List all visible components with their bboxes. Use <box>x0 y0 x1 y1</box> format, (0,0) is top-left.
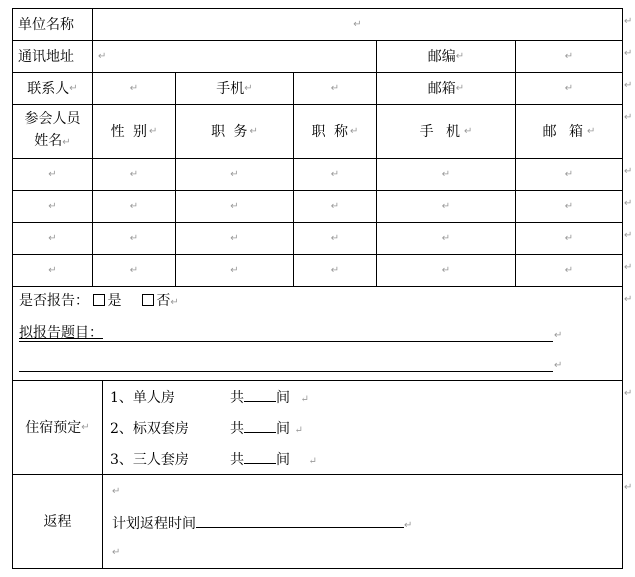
report-no-checkbox[interactable] <box>142 294 154 306</box>
mobile-header: 手 机 ↵ <box>419 124 473 140</box>
participant-cell[interactable] <box>516 254 622 286</box>
paragraph-mark: ↵ <box>129 232 139 244</box>
participant-cell[interactable] <box>294 222 376 254</box>
participant-cell[interactable] <box>294 158 376 190</box>
paragraph-mark: ↵ <box>129 264 139 276</box>
paragraph-mark: ↵ <box>330 264 340 276</box>
participant-cell[interactable] <box>13 222 92 254</box>
row-end-mark: ↵ <box>624 198 633 209</box>
report-yes-checkbox[interactable] <box>93 294 105 306</box>
participant-cell[interactable] <box>13 254 92 286</box>
mobile-field[interactable] <box>294 72 376 104</box>
paragraph-mark: ↵ <box>441 264 451 276</box>
paragraph-mark: ↵ <box>564 82 574 94</box>
gender-header: 性 别 ↵ <box>110 124 158 140</box>
participant-cell[interactable] <box>13 190 92 222</box>
paragraph-mark: ↵ <box>230 200 239 212</box>
paragraph-mark: ↵ <box>48 200 57 212</box>
report-no-label: 否 <box>156 293 171 309</box>
single-room-count[interactable] <box>244 387 276 402</box>
paragraph-mark: ↵ <box>564 168 574 180</box>
paragraph-mark: ↵ <box>564 200 574 212</box>
return-time-field[interactable] <box>196 513 404 528</box>
paragraph-mark: ↵ <box>441 168 451 180</box>
org-name-field[interactable] <box>93 8 622 40</box>
double-room-count[interactable] <box>244 418 276 433</box>
row-end-mark: ↵ <box>624 166 633 177</box>
paragraph-mark: ↵ <box>564 232 574 244</box>
paragraph-mark: ↵ <box>112 486 121 497</box>
participant-name-header: 参会人员 姓名↵ <box>24 111 81 149</box>
row-end-mark: ↵ <box>624 112 633 123</box>
participant-cell[interactable] <box>516 222 622 254</box>
address-field[interactable] <box>98 40 374 72</box>
lodging-option-triple: 3、三人套房 共 间 ↵ <box>110 449 317 469</box>
participant-cell[interactable] <box>294 254 376 286</box>
paragraph-mark: ↵ <box>230 168 239 180</box>
paragraph-mark: ↵ <box>230 264 239 276</box>
postcode-label: 邮编 ↵ <box>427 49 465 65</box>
participant-cell[interactable] <box>377 190 515 222</box>
paragraph-mark: ↵ <box>112 547 121 558</box>
participant-cell[interactable] <box>516 190 622 222</box>
email-field[interactable] <box>516 72 622 104</box>
paragraph-mark: ↵ <box>48 232 57 244</box>
participant-cell[interactable] <box>93 254 175 286</box>
report-topic-line-2[interactable] <box>19 371 553 372</box>
report-yes-label: 是 <box>107 293 122 309</box>
participant-cell[interactable] <box>294 190 376 222</box>
row-end-mark: ↵ <box>624 388 633 399</box>
position-header: 职 务 ↵ <box>211 124 258 140</box>
address-label: 通讯地址 <box>18 49 74 65</box>
paragraph-mark: ↵ <box>129 200 139 212</box>
row-end-mark: ↵ <box>624 482 633 493</box>
email-label: 邮箱 ↵ <box>427 81 465 97</box>
paragraph-mark: ↵ <box>98 50 107 62</box>
paragraph-mark: ↵ <box>330 82 340 94</box>
paragraph-mark: ↵ <box>230 232 239 244</box>
org-name-label: 单位名称 <box>18 17 74 33</box>
row-end-mark: ↵ <box>624 262 633 273</box>
paragraph-mark: ↵ <box>48 264 57 276</box>
participant-cell[interactable] <box>377 158 515 190</box>
paragraph-mark: ↵ <box>554 360 563 371</box>
paragraph-mark: ↵ <box>48 168 57 180</box>
participant-cell[interactable] <box>176 254 293 286</box>
grid-line <box>12 380 623 381</box>
participant-cell[interactable] <box>13 158 92 190</box>
participant-cell[interactable] <box>176 190 293 222</box>
lodging-label: 住宿预定 ↵ <box>25 420 90 436</box>
participant-cell[interactable] <box>176 222 293 254</box>
return-plan: 计划返程时间 ↵ <box>112 513 412 533</box>
report-topic-line[interactable] <box>19 341 553 342</box>
paragraph-mark: ↵ <box>564 50 574 62</box>
participant-cell[interactable] <box>176 158 293 190</box>
row-end-mark: ↵ <box>624 16 633 27</box>
return-label: 返程 <box>43 514 72 530</box>
lodging-option-double: 2、标双套房 共 间 ↵ <box>110 418 303 438</box>
row-end-mark: ↵ <box>624 80 633 91</box>
paragraph-mark: ↵ <box>554 330 563 341</box>
paragraph-mark: ↵ <box>441 200 451 212</box>
paragraph-mark: ↵ <box>353 18 362 30</box>
paragraph-mark: ↵ <box>441 232 451 244</box>
participant-cell[interactable] <box>516 158 622 190</box>
row-end-mark: ↵ <box>624 48 633 59</box>
participant-cell[interactable] <box>377 254 515 286</box>
contact-field[interactable] <box>93 72 175 104</box>
paragraph-mark: ↵ <box>129 168 139 180</box>
title-header: 职 称 ↵ <box>311 124 359 140</box>
email-header: 邮 箱 ↵ <box>542 124 596 140</box>
paragraph-mark: ↵ <box>330 200 340 212</box>
paragraph-mark: ↵ <box>330 232 340 244</box>
participant-cell[interactable] <box>377 222 515 254</box>
triple-room-count[interactable] <box>244 449 276 464</box>
participant-cell[interactable] <box>93 222 175 254</box>
paragraph-mark: ↵ <box>330 168 340 180</box>
grid-line <box>12 474 623 475</box>
contact-label: 联系人 ↵ <box>27 81 78 97</box>
paragraph-mark: ↵ <box>129 82 139 94</box>
grid-line <box>12 286 623 287</box>
mobile-label: 手机 ↵ <box>216 81 253 97</box>
participant-cell[interactable] <box>93 158 175 190</box>
grid-line <box>622 8 623 569</box>
report-topic-label: 拟报告题目： <box>19 325 103 341</box>
grid-line <box>12 568 623 569</box>
postcode-field[interactable] <box>516 40 622 72</box>
row-end-mark: ↵ <box>624 230 633 241</box>
participant-cell[interactable] <box>93 190 175 222</box>
row-end-mark: ↵ <box>624 294 633 305</box>
paragraph-mark: ↵ <box>564 264 574 276</box>
report-question: 是否报告： 是 否↵ <box>19 293 179 309</box>
lodging-option-single: 1、单人房 共 间 ↵ <box>110 387 309 407</box>
grid-line <box>102 380 103 569</box>
